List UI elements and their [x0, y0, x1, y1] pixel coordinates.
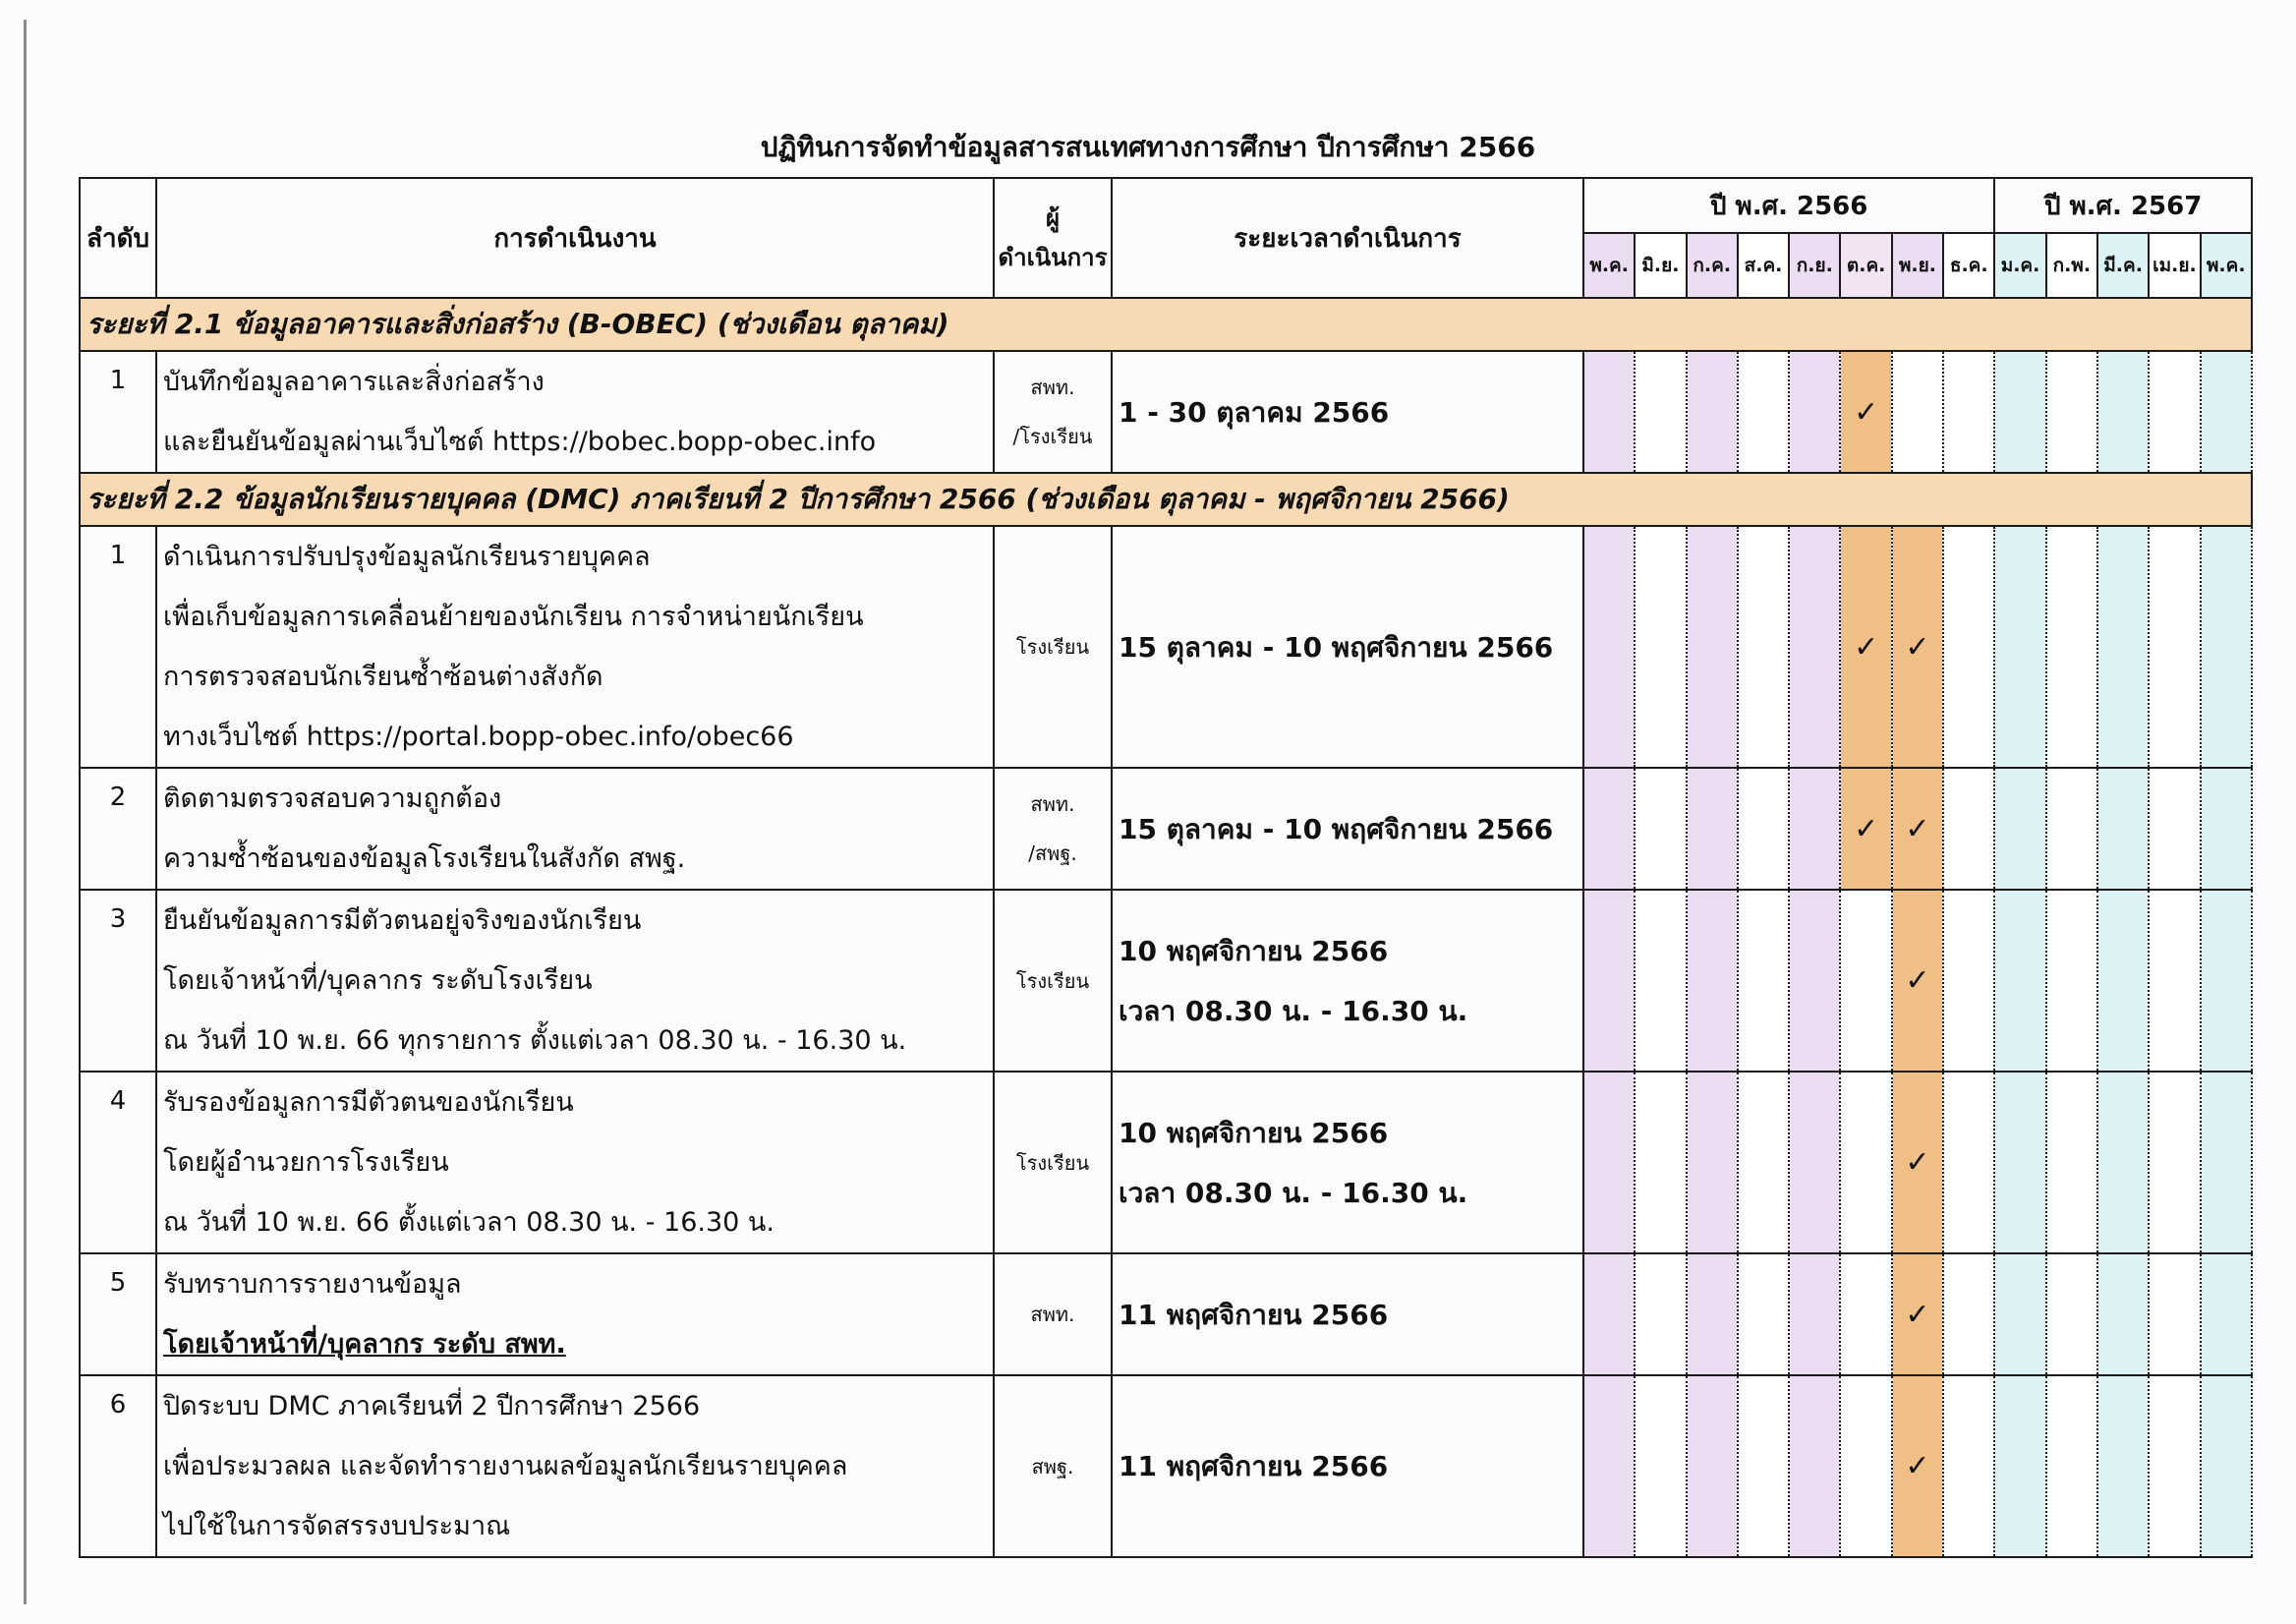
- month-cell: [1943, 768, 1994, 890]
- month-cell: [1738, 1375, 1789, 1557]
- period-cell: [1112, 1253, 1583, 1375]
- task-cell: [156, 526, 994, 768]
- header-year-2566: ปี พ.ศ. 2566: [1583, 178, 1994, 233]
- task-cell: [156, 768, 994, 890]
- month-cell: [2149, 1375, 2200, 1557]
- month-cell: [2149, 526, 2200, 768]
- row-number: 6: [80, 1375, 156, 1557]
- month-cell: [2046, 1253, 2097, 1375]
- month-cell: [1687, 1253, 1738, 1375]
- task-line: การตรวจสอบนักเรียนซ้ำซ้อนต่างสังกัด: [163, 662, 603, 692]
- month-cell: [1635, 351, 1686, 473]
- month-cell: [2097, 1375, 2149, 1557]
- month-header: ก.ค.: [1687, 233, 1738, 298]
- row-number: 5: [80, 1253, 156, 1375]
- month-cell: [1840, 890, 1891, 1072]
- period-line: 10 พฤศจิกายน 2566: [1119, 934, 1389, 967]
- month-cell: [1635, 1072, 1686, 1253]
- period-cell: [1112, 768, 1583, 890]
- month-cell: [1892, 1253, 1943, 1375]
- month-cell: [1994, 351, 2045, 473]
- header-who: [994, 178, 1112, 298]
- month-cell: [2201, 1072, 2252, 1253]
- period-line: เวลา 08.30 น. - 16.30 น.: [1119, 994, 1468, 1027]
- month-header: พ.ย.: [1892, 233, 1943, 298]
- month-cell: [1738, 1072, 1789, 1253]
- check-icon: ✓: [1854, 811, 1879, 846]
- check-icon: ✓: [1905, 629, 1930, 665]
- month-cell: [2149, 890, 2200, 1072]
- responsible-cell: [994, 1375, 1112, 1557]
- phase-row: [80, 473, 2252, 526]
- month-cell: [1583, 351, 1635, 473]
- row-number: 4: [80, 1072, 156, 1253]
- phase-title: ระยะที่ 2.2 ข้อมูลนักเรียนรายบุคคล (DMC) ภาคเรียนที่ 2 ปีการศึกษา 2566 (ช่วงเดือน ตุลาคม - พฤศจิกายน 2566): [80, 473, 2252, 526]
- month-cell: [1892, 526, 1943, 768]
- header-who-line2: ดำเนินการ: [998, 244, 1108, 271]
- month-cell: [2046, 890, 2097, 1072]
- month-cell: [2097, 351, 2149, 473]
- header-year-2567: ปี พ.ศ. 2567: [1994, 178, 2252, 233]
- month-cell: [2149, 768, 2200, 890]
- task-line: ความซ้ำซ้อนของข้อมูลโรงเรียนในสังกัด สพฐ.: [163, 843, 686, 874]
- month-header: ก.ย.: [1789, 233, 1840, 298]
- task-line: ไปใช้ในการจัดสรรงบประมาณ: [163, 1511, 511, 1541]
- responsible-line: สพท.: [1030, 792, 1075, 816]
- month-cell: [1840, 351, 1891, 473]
- task-line: โดยเจ้าหน้าที่/บุคลากร ระดับโรงเรียน: [163, 965, 593, 996]
- month-cell: [1943, 526, 1994, 768]
- header-task: การดำเนินงาน: [156, 178, 994, 298]
- month-cell: [1789, 1072, 1840, 1253]
- month-cell: [1789, 526, 1840, 768]
- task-cell: [156, 1375, 994, 1557]
- responsible-line: สพฐ.: [1031, 1454, 1074, 1479]
- task-line: โดยเจ้าหน้าที่/บุคลากร ระดับ สพท.: [163, 1329, 566, 1360]
- task-cell: [156, 1253, 994, 1375]
- month-cell: [1892, 890, 1943, 1072]
- task-cell: [156, 890, 994, 1072]
- month-cell: [1738, 1253, 1789, 1375]
- table-row: [80, 1072, 2252, 1253]
- month-cell: [1738, 890, 1789, 1072]
- check-icon: ✓: [1905, 1297, 1930, 1332]
- task-line: โดยผู้อำนวยการโรงเรียน: [163, 1147, 449, 1178]
- responsible-cell: [994, 1253, 1112, 1375]
- month-cell: [1892, 768, 1943, 890]
- month-cell: [2097, 1072, 2149, 1253]
- period-cell: [1112, 1375, 1583, 1557]
- month-cell: [1687, 890, 1738, 1072]
- month-cell: [1635, 1253, 1686, 1375]
- task-cell: [156, 1072, 994, 1253]
- month-cell: [2046, 351, 2097, 473]
- month-cell: [1789, 1375, 1840, 1557]
- month-cell: [2046, 1072, 2097, 1253]
- month-header: ธ.ค.: [1943, 233, 1994, 298]
- month-cell: [2201, 1253, 2252, 1375]
- task-line: ทางเว็บไซต์ https://portal.bopp-obec.info/obec66: [163, 722, 794, 752]
- period-cell: [1112, 526, 1583, 768]
- month-cell: [1840, 1375, 1891, 1557]
- month-cell: [2149, 1072, 2200, 1253]
- month-cell: [1943, 890, 1994, 1072]
- responsible-line: โรงเรียน: [1015, 1150, 1090, 1175]
- month-cell: [1738, 526, 1789, 768]
- period-cell: [1112, 351, 1583, 473]
- period-line: 15 ตุลาคม - 10 พฤศจิกายน 2566: [1119, 630, 1554, 664]
- month-header: มิ.ย.: [1635, 233, 1686, 298]
- month-cell: [2097, 526, 2149, 768]
- month-cell: [2046, 1375, 2097, 1557]
- month-cell: [1994, 1375, 2045, 1557]
- month-header: พ.ค.: [1583, 233, 1635, 298]
- period-cell: [1112, 1072, 1583, 1253]
- responsible-cell: [994, 768, 1112, 890]
- month-cell: [1635, 768, 1686, 890]
- task-line: ติดตามตรวจสอบความถูกต้อง: [163, 783, 502, 814]
- month-cell: [1994, 526, 2045, 768]
- month-header: ก.พ.: [2046, 233, 2097, 298]
- month-cell: [1583, 1072, 1635, 1253]
- check-icon: ✓: [1854, 394, 1879, 430]
- month-cell: [1583, 768, 1635, 890]
- header-row-years: [80, 178, 2252, 233]
- month-cell: [1635, 890, 1686, 1072]
- header-who-line1: ผู้: [1045, 204, 1061, 232]
- month-cell: [1583, 526, 1635, 768]
- check-icon: ✓: [1854, 629, 1879, 665]
- table-row: [80, 1253, 2252, 1375]
- responsible-cell: [994, 526, 1112, 768]
- responsible-cell: [994, 890, 1112, 1072]
- month-header: ส.ค.: [1738, 233, 1789, 298]
- task-line: ปิดระบบ DMC ภาคเรียนที่ 2 ปีการศึกษา 2566: [163, 1391, 701, 1421]
- row-number: 3: [80, 890, 156, 1072]
- task-line: เพื่อเก็บข้อมูลการเคลื่อนย้ายของนักเรียน การจำหน่ายนักเรียน: [163, 602, 864, 632]
- month-cell: [1994, 890, 2045, 1072]
- row-number: 1: [80, 526, 156, 768]
- month-cell: [2097, 768, 2149, 890]
- month-cell: [1840, 526, 1891, 768]
- period-line: 11 พฤศจิกายน 2566: [1119, 1450, 1389, 1482]
- month-cell: [2201, 526, 2252, 768]
- period-line: 15 ตุลาคม - 10 พฤศจิกายน 2566: [1119, 812, 1554, 845]
- month-cell: [1687, 1375, 1738, 1557]
- month-cell: [2046, 526, 2097, 768]
- header-no: ลำดับ: [80, 178, 156, 298]
- month-cell: [2201, 351, 2252, 473]
- task-line: บันทึกข้อมูลอาคารและสิ่งก่อสร้าง: [163, 367, 545, 397]
- period-line: 1 - 30 ตุลาคม 2566: [1119, 395, 1390, 429]
- month-cell: [1892, 1375, 1943, 1557]
- month-cell: [2149, 351, 2200, 473]
- month-header: มี.ค.: [2097, 233, 2149, 298]
- month-cell: [1840, 1072, 1891, 1253]
- month-cell: [1789, 768, 1840, 890]
- month-cell: [1687, 768, 1738, 890]
- month-cell: [1635, 1375, 1686, 1557]
- month-cell: [1943, 1072, 1994, 1253]
- document-title: ปฏิทินการจัดทำข้อมูลสารสนเทศทางการศึกษา ปีการศึกษา 2566: [760, 131, 1536, 163]
- month-cell: [2097, 1253, 2149, 1375]
- responsible-line: /สพฐ.: [1028, 841, 1077, 865]
- month-cell: [2097, 890, 2149, 1072]
- schedule-table: [79, 177, 2253, 1558]
- month-header: เม.ย.: [2149, 233, 2200, 298]
- responsible-line: สพท.: [1030, 376, 1075, 399]
- month-cell: [2201, 768, 2252, 890]
- month-header: ม.ค.: [1994, 233, 2045, 298]
- month-cell: [2149, 1253, 2200, 1375]
- month-cell: [1789, 1253, 1840, 1375]
- task-cell: [156, 351, 994, 473]
- month-cell: [2046, 768, 2097, 890]
- task-line: เพื่อประมวลผล และจัดทำรายงานผลข้อมูลนักเรียนรายบุคคล: [163, 1451, 848, 1481]
- month-cell: [1687, 351, 1738, 473]
- month-cell: [1738, 351, 1789, 473]
- period-line: 11 พฤศจิกายน 2566: [1119, 1298, 1389, 1331]
- responsible-line: สพท.: [1030, 1303, 1075, 1326]
- month-cell: [1840, 768, 1891, 890]
- month-cell: [1943, 351, 1994, 473]
- month-header: ต.ค.: [1840, 233, 1891, 298]
- month-cell: [1994, 1072, 2045, 1253]
- table-row: [80, 351, 2252, 473]
- month-cell: [2201, 1375, 2252, 1557]
- month-cell: [1943, 1375, 1994, 1557]
- responsible-line: โรงเรียน: [1015, 968, 1090, 993]
- responsible-line: โรงเรียน: [1015, 635, 1090, 659]
- month-cell: [1994, 768, 2045, 890]
- month-cell: [1892, 351, 1943, 473]
- responsible-line: /โรงเรียน: [1012, 425, 1093, 448]
- month-cell: [1892, 1072, 1943, 1253]
- table-row: [80, 526, 2252, 768]
- month-cell: [2201, 890, 2252, 1072]
- task-line: ณ วันที่ 10 พ.ย. 66 ตั้งแต่เวลา 08.30 น. - 16.30 น.: [163, 1207, 775, 1238]
- month-cell: [1635, 526, 1686, 768]
- month-cell: [1789, 351, 1840, 473]
- check-icon: ✓: [1905, 1449, 1930, 1483]
- row-number: 1: [80, 351, 156, 473]
- month-cell: [1994, 1253, 2045, 1375]
- row-number: 2: [80, 768, 156, 890]
- check-icon: ✓: [1905, 963, 1930, 998]
- responsible-cell: [994, 1072, 1112, 1253]
- responsible-cell: [994, 351, 1112, 473]
- period-line: 10 พฤศจิกายน 2566: [1119, 1116, 1389, 1149]
- task-line: รับรองข้อมูลการมีตัวตนของนักเรียน: [163, 1087, 574, 1118]
- task-line: และยืนยันข้อมูลผ่านเว็บไซต์ https://bobec.bopp-obec.info: [163, 427, 877, 457]
- check-icon: ✓: [1905, 811, 1930, 846]
- month-cell: [1583, 1375, 1635, 1557]
- phase-title: ระยะที่ 2.1 ข้อมูลอาคารและสิ่งก่อสร้าง (B-OBEC) (ช่วงเดือน ตุลาคม): [80, 298, 2252, 351]
- month-cell: [1687, 1072, 1738, 1253]
- month-cell: [1789, 890, 1840, 1072]
- table-row: [80, 890, 2252, 1072]
- phase-row: [80, 298, 2252, 351]
- table-row: [80, 768, 2252, 890]
- task-line: ณ วันที่ 10 พ.ย. 66 ทุกรายการ ตั้งแต่เวลา 08.30 น. - 16.30 น.: [163, 1025, 907, 1056]
- month-cell: [1687, 526, 1738, 768]
- task-line: ยืนยันข้อมูลการมีตัวตนอยู่จริงของนักเรียน: [163, 905, 642, 936]
- period-line: เวลา 08.30 น. - 16.30 น.: [1119, 1176, 1468, 1209]
- task-line: ดำเนินการปรับปรุงข้อมูลนักเรียนรายบุคคล: [163, 542, 651, 572]
- check-icon: ✓: [1905, 1145, 1930, 1180]
- table-row: [80, 1375, 2252, 1557]
- period-cell: [1112, 890, 1583, 1072]
- month-cell: [1583, 890, 1635, 1072]
- month-cell: [1840, 1253, 1891, 1375]
- schedule-body: [80, 298, 2252, 1557]
- month-cell: [1738, 768, 1789, 890]
- month-cell: [1583, 1253, 1635, 1375]
- month-cell: [1943, 1253, 1994, 1375]
- month-header: พ.ค.: [2201, 233, 2252, 298]
- task-line: รับทราบการรายงานข้อมูล: [163, 1269, 462, 1300]
- page-edge: [24, 20, 27, 1604]
- header-period: ระยะเวลาดำเนินการ: [1112, 178, 1583, 298]
